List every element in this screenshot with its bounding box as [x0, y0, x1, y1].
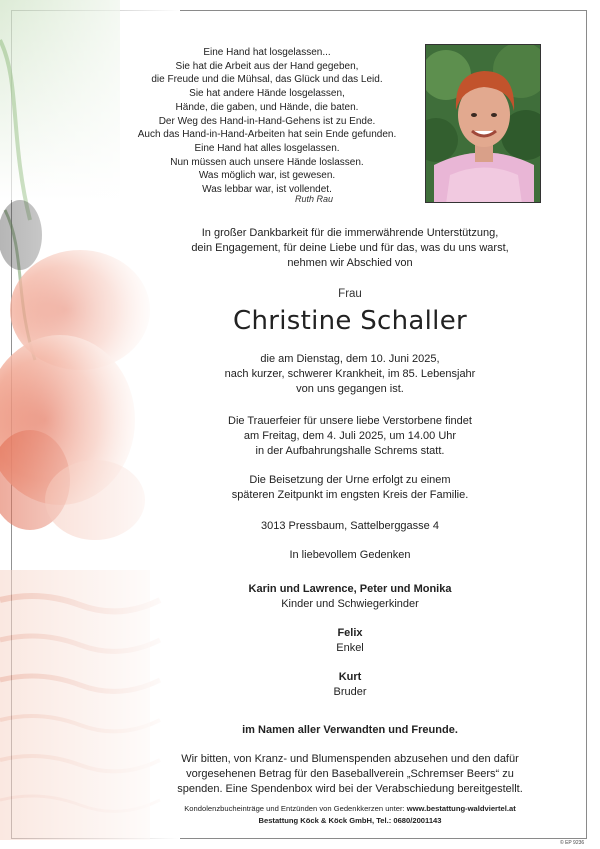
condolence-link[interactable]: www.bestattung-waldviertel.at [406, 804, 516, 813]
poem-line: Sie hat die Arbeit aus der Hand gegeben, [175, 60, 359, 72]
condolence-info [150, 804, 550, 813]
print-code: © EP 9236 [560, 840, 585, 846]
poem-line: Auch das Hand-in-Hand-Arbeiten hat sein Ende gefunden. [137, 129, 397, 141]
ceremony-line: am Freitag, dem 4. Juli 2025, um 14.00 Uhr [243, 430, 457, 442]
poem-line: Eine Hand hat losgelassen... [203, 47, 331, 58]
burial-line: Die Beisetzung der Urne erfolgt zu einem [249, 474, 451, 486]
ceremony-line: Die Trauerfeier für unsere liebe Verstorbene findet [228, 415, 472, 427]
burial-line: späteren Zeitpunkt im engsten Kreis der Familie. [231, 489, 469, 501]
poem-line: Nun müssen auch unsere Hände loslassen. [170, 156, 364, 168]
donation-line: spenden. Eine Spendenbox wird bei der Verabschiedung bereitgestellt. [177, 783, 523, 795]
donation-request [150, 752, 550, 797]
address: 3013 Pressbaum, Sattelberggasse 4 [261, 520, 439, 532]
mourner-group [170, 670, 530, 700]
mourner-relation: Enkel [336, 642, 364, 654]
poem [126, 46, 408, 197]
poem-line: Eine Hand hat alles losgelassen. [194, 142, 340, 154]
mourner-names: Kurt [338, 671, 362, 683]
mourner-names: Felix [337, 627, 363, 639]
portrait-image [426, 45, 541, 203]
poem-line: die Freude und die Mühsal, das Glück und das Leid. [151, 74, 383, 86]
family-closing: im Namen aller Verwandten und Freunde. [242, 724, 458, 736]
donation-line: Wir bitten, von Kranz- und Blumenspenden abzusehen und den dafür [181, 753, 519, 765]
mourner-relation: Kinder und Schwiegerkinder [281, 598, 419, 610]
portrait-photo [425, 44, 541, 203]
intro-line: nehmen wir Abschied von [287, 257, 413, 269]
poem-line: Was lebbar war, ist vollendet. [202, 184, 332, 196]
poem-line: Hände, die gaben, und Hände, die baten. [175, 101, 359, 113]
ceremony-info [170, 414, 530, 459]
poem-line: Sie hat andere Hände losgelassen, [189, 88, 345, 100]
poem-author: Ruth Rau [295, 194, 334, 204]
intro-line: In großer Dankbarkeit für die immerwährende Unterstützung, [201, 227, 499, 239]
donation-line: vorgesehenen Betrag für den Baseballverein „Schremser Beers“ zu [186, 768, 514, 780]
memory-line: In liebevollem Gedenken [289, 549, 411, 561]
mourner-group [170, 582, 530, 612]
funeral-company: Bestattung Köck & Köck GmbH, Tel.: 0680/2001143 [258, 816, 442, 825]
intro-text [170, 226, 530, 271]
salutation: Frau [338, 288, 362, 300]
poem-line: Was möglich war, ist gewesen. [198, 170, 336, 182]
mourner-group [170, 626, 530, 656]
burial-info [170, 473, 530, 503]
ceremony-line: in der Aufbahrungshalle Schrems statt. [255, 445, 445, 457]
deceased-name: Christine Schaller [233, 306, 467, 336]
death-line: von uns gegangen ist. [296, 383, 404, 395]
poem-line: Der Weg des Hand-in-Hand-Gehens ist zu Ende. [158, 115, 376, 127]
mourner-names: Karin und Lawrence, Peter und Monika [248, 583, 452, 595]
mourner-relation: Bruder [333, 686, 367, 698]
death-notice [170, 352, 530, 397]
intro-line: dein Engagement, für deine Liebe und für das, was du uns warst, [191, 242, 509, 254]
death-line: nach kurzer, schwerer Krankheit, im 85. Lebensjahr [224, 368, 476, 380]
condolence-text: Kondolenzbucheinträge und Entzünden von Gedenkkerzen unter: [184, 804, 407, 813]
death-line: die am Dienstag, dem 10. Juni 2025, [260, 353, 440, 365]
